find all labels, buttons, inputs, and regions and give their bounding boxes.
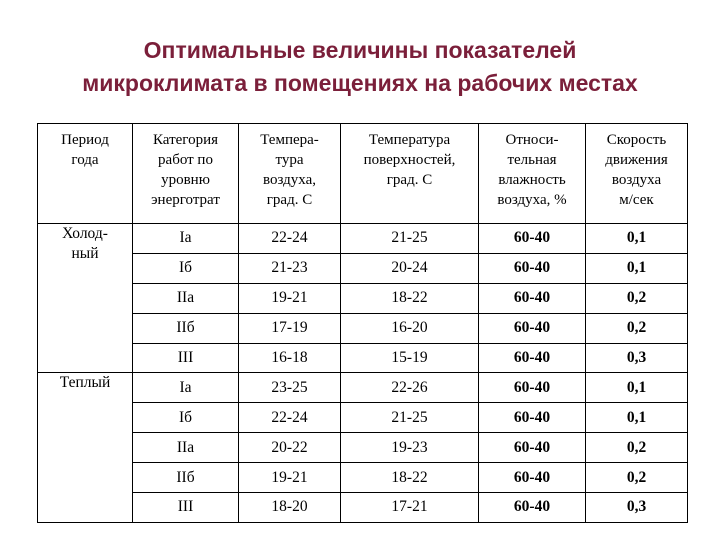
cell-air-speed: 0,1 bbox=[586, 253, 688, 283]
table-body bbox=[38, 224, 688, 523]
cell-category: IIa bbox=[133, 283, 239, 313]
microclimate-table bbox=[37, 123, 688, 523]
cell-air-speed: 0,1 bbox=[586, 403, 688, 433]
cell-category: Iб bbox=[133, 403, 239, 433]
header-line: поверхностей, bbox=[363, 152, 456, 168]
cell-humidity: 60-40 bbox=[479, 283, 586, 313]
header-line: Скорость bbox=[606, 132, 667, 148]
cell-surface-temperature: 17-21 bbox=[341, 493, 479, 523]
table-row bbox=[38, 224, 688, 254]
header-line: Период bbox=[61, 132, 109, 148]
header-line: тельная bbox=[507, 152, 557, 168]
table-row bbox=[38, 493, 688, 523]
cell-air-speed: 0,2 bbox=[586, 313, 688, 343]
header-line: года bbox=[71, 152, 99, 168]
cell-humidity: 60-40 bbox=[479, 224, 586, 254]
table-row bbox=[38, 433, 688, 463]
cell-air-temperature: 20-22 bbox=[239, 433, 341, 463]
cell-humidity: 60-40 bbox=[479, 373, 586, 403]
table-row bbox=[38, 313, 688, 343]
cell-air-speed: 0,2 bbox=[586, 433, 688, 463]
cell-period bbox=[38, 224, 133, 373]
cell-air-temperature: 16-18 bbox=[239, 343, 341, 373]
cell-air-temperature: 18-20 bbox=[239, 493, 341, 523]
cell-category: III bbox=[133, 493, 239, 523]
table-row bbox=[38, 253, 688, 283]
header-line: работ по bbox=[158, 152, 213, 168]
cell-air-speed: 0,2 bbox=[586, 463, 688, 493]
cell-surface-temperature: 22-26 bbox=[341, 373, 479, 403]
cell-humidity: 60-40 bbox=[479, 253, 586, 283]
header-line: воздуха bbox=[611, 172, 662, 188]
header-line: движения bbox=[605, 152, 668, 168]
cell-category: IIб bbox=[133, 463, 239, 493]
cell-humidity: 60-40 bbox=[479, 463, 586, 493]
cell-air-speed: 0,1 bbox=[586, 373, 688, 403]
cell-air-temperature: 19-21 bbox=[239, 283, 341, 313]
cell-surface-temperature: 21-25 bbox=[341, 403, 479, 433]
header-line: Температура bbox=[368, 132, 451, 148]
cell-category: Ia bbox=[133, 224, 239, 254]
header-line: Относи- bbox=[505, 132, 559, 148]
cell-category: IIa bbox=[133, 433, 239, 463]
title-line-1: Оптимальные величины показателей bbox=[143, 37, 577, 63]
table-row bbox=[38, 373, 688, 403]
cell-air-temperature: 22-24 bbox=[239, 224, 341, 254]
header-work-category bbox=[133, 124, 239, 224]
cell-category: III bbox=[133, 343, 239, 373]
cell-air-temperature: 23-25 bbox=[239, 373, 341, 403]
header-line: уровню bbox=[161, 172, 210, 188]
cell-surface-temperature: 20-24 bbox=[341, 253, 479, 283]
title-line-2: микроклимата в помещениях на рабочих местах bbox=[82, 70, 638, 96]
header-period bbox=[38, 124, 133, 224]
cell-humidity: 60-40 bbox=[479, 433, 586, 463]
table-row bbox=[38, 283, 688, 313]
cell-humidity: 60-40 bbox=[479, 493, 586, 523]
cell-air-temperature: 21-23 bbox=[239, 253, 341, 283]
header-surface-temperature bbox=[341, 124, 479, 224]
header-humidity bbox=[479, 124, 586, 224]
cell-period bbox=[38, 373, 133, 522]
cell-category: IIб bbox=[133, 313, 239, 343]
cell-air-speed: 0,3 bbox=[586, 343, 688, 373]
header-line: энерготрат bbox=[151, 192, 220, 208]
header-line: Категория bbox=[153, 132, 218, 148]
cell-surface-temperature: 21-25 bbox=[341, 224, 479, 254]
cell-surface-temperature: 19-23 bbox=[341, 433, 479, 463]
cell-air-temperature: 22-24 bbox=[239, 403, 341, 433]
cell-category: Iб bbox=[133, 253, 239, 283]
header-line: Темпера- bbox=[260, 132, 319, 148]
cell-air-speed: 0,1 bbox=[586, 224, 688, 254]
cell-air-temperature: 19-21 bbox=[239, 463, 341, 493]
header-line: град. С bbox=[266, 192, 313, 208]
cell-surface-temperature: 18-22 bbox=[341, 283, 479, 313]
cell-air-speed: 0,3 bbox=[586, 493, 688, 523]
header-line: град. С bbox=[386, 172, 433, 188]
cell-surface-temperature: 16-20 bbox=[341, 313, 479, 343]
cell-air-temperature: 17-19 bbox=[239, 313, 341, 343]
cell-category: Ia bbox=[133, 373, 239, 403]
header-air-speed bbox=[586, 124, 688, 224]
page-title bbox=[0, 34, 720, 100]
period-line: Холод- bbox=[62, 225, 108, 242]
period-line: Теплый bbox=[59, 374, 111, 392]
header-line: тура bbox=[275, 152, 304, 168]
cell-surface-temperature: 18-22 bbox=[341, 463, 479, 493]
table-row bbox=[38, 343, 688, 373]
cell-air-speed: 0,2 bbox=[586, 283, 688, 313]
table-header-row bbox=[38, 124, 688, 224]
cell-humidity: 60-40 bbox=[479, 313, 586, 343]
table-row bbox=[38, 463, 688, 493]
cell-humidity: 60-40 bbox=[479, 403, 586, 433]
header-line: воздуха, bbox=[263, 172, 316, 188]
header-air-temperature bbox=[239, 124, 341, 224]
header-line: м/сек bbox=[619, 192, 654, 208]
period-line: ный bbox=[71, 245, 99, 262]
header-line: воздуха, % bbox=[497, 192, 567, 208]
cell-humidity: 60-40 bbox=[479, 343, 586, 373]
header-line: влажность bbox=[498, 172, 566, 188]
cell-surface-temperature: 15-19 bbox=[341, 343, 479, 373]
table-row bbox=[38, 403, 688, 433]
